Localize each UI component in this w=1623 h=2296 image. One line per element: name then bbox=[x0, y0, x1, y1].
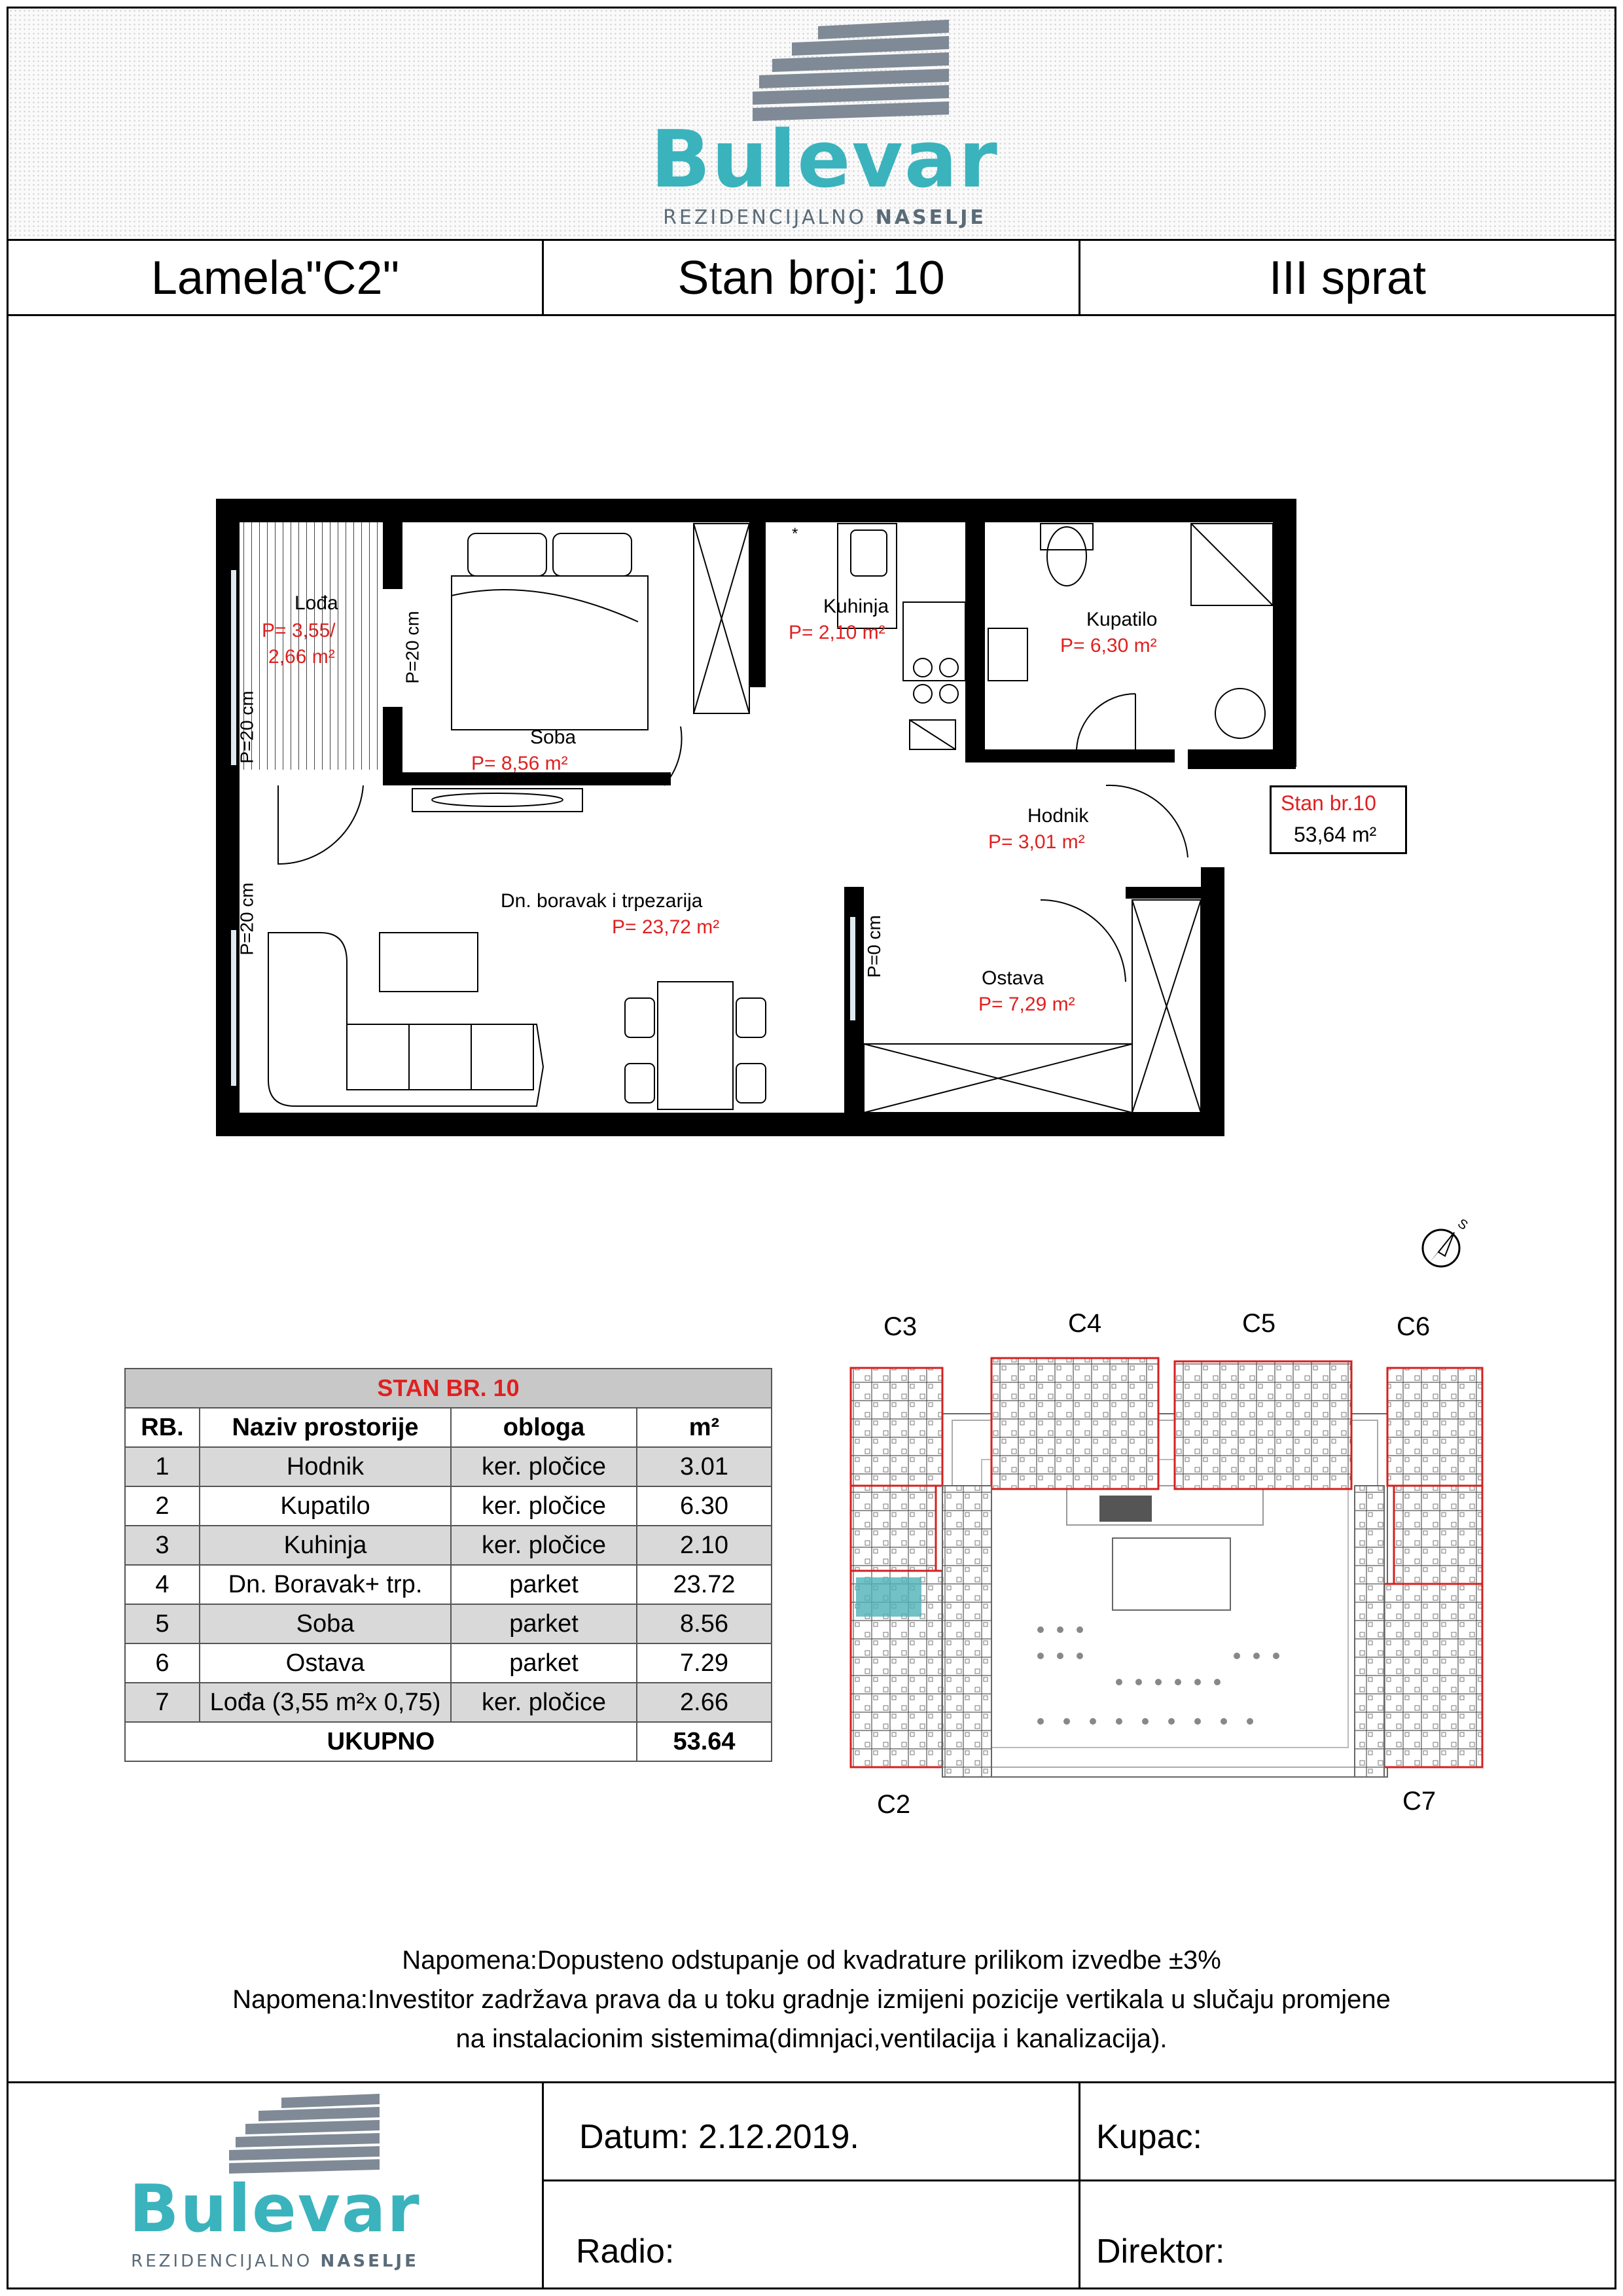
divider bbox=[7, 2081, 1616, 2083]
table-cell: 3.01 bbox=[637, 1447, 772, 1486]
table-row bbox=[125, 1486, 772, 1526]
table-row bbox=[125, 1643, 772, 1683]
table-row bbox=[125, 1447, 772, 1486]
table-cell: Lođa (3,55 m²x 0,75) bbox=[200, 1683, 451, 1722]
table-cell: parket bbox=[451, 1643, 637, 1683]
site-plan bbox=[844, 1355, 1486, 1787]
table-row bbox=[125, 1526, 772, 1565]
lamela-label: Lamela"C2" bbox=[151, 252, 400, 304]
apartment-highlight bbox=[856, 1577, 921, 1617]
col-header: obloga bbox=[451, 1408, 637, 1447]
table-cell: 2 bbox=[125, 1486, 200, 1526]
table-cell: ker. pločice bbox=[451, 1486, 637, 1526]
table-total-row bbox=[125, 1722, 772, 1761]
footer-brand-subtitle-b: NASELJE bbox=[320, 2251, 419, 2271]
table-cell: Hodnik bbox=[200, 1447, 451, 1486]
table-cell: ker. pločice bbox=[451, 1683, 637, 1722]
table-row bbox=[125, 1604, 772, 1643]
table-cell: 7.29 bbox=[637, 1643, 772, 1683]
table-cell: 6 bbox=[125, 1643, 200, 1683]
divider bbox=[1079, 2081, 1080, 2289]
table-cell: 6.30 bbox=[637, 1486, 772, 1526]
room-name: Soba bbox=[530, 726, 577, 748]
table-cell: 5 bbox=[125, 1604, 200, 1643]
note-line: Napomena:Investitor zadržava prava da u toku gradnje izmijeni pozicije vertikala u slučaju promjene bbox=[232, 1985, 1391, 2014]
room-name: Kuhinja bbox=[823, 596, 889, 617]
room-area: P= 2,10 m² bbox=[789, 622, 885, 643]
plan-marker: * bbox=[792, 525, 798, 543]
room-name: Ostava bbox=[982, 967, 1044, 989]
apartment-number: Stan broj: 10 bbox=[677, 252, 945, 304]
total-value: 53.64 bbox=[637, 1722, 772, 1761]
director-field: Direktor: bbox=[1096, 2233, 1225, 2270]
room-area: 2,66 m² bbox=[268, 646, 335, 668]
dimension-label: P=20 cm bbox=[402, 611, 423, 684]
table-title: STAN BR. 10 bbox=[125, 1369, 772, 1408]
footer-brand-subtitle-a: REZIDENCIJALNO bbox=[131, 2251, 313, 2271]
table-cell: 1 bbox=[125, 1447, 200, 1486]
table-cell: Kuhinja bbox=[200, 1526, 451, 1565]
site-label: C7 bbox=[1402, 1787, 1436, 1816]
site-label: C6 bbox=[1397, 1312, 1431, 1341]
dimension-label: P=20 cm bbox=[236, 691, 257, 764]
col-header: RB. bbox=[125, 1408, 200, 1447]
window bbox=[849, 916, 856, 1021]
window bbox=[230, 569, 237, 766]
room-name: Lođa bbox=[294, 592, 338, 614]
divider bbox=[542, 2081, 544, 2289]
apartment-total-area: 53,64 m² bbox=[1294, 823, 1377, 846]
divider bbox=[542, 2179, 1616, 2181]
footer-logo bbox=[118, 2091, 432, 2284]
table-cell: 23.72 bbox=[637, 1565, 772, 1604]
table-cell: 8.56 bbox=[637, 1604, 772, 1643]
table-cell: parket bbox=[451, 1565, 637, 1604]
window bbox=[230, 929, 237, 1086]
total-label: UKUPNO bbox=[125, 1722, 637, 1761]
apartment-total-box bbox=[1270, 785, 1407, 854]
note-line: Napomena:Dopusteno odstupanje od kvadrature prilikom izvedbe ±3% bbox=[402, 1946, 1221, 1975]
site-label: C4 bbox=[1068, 1309, 1102, 1338]
table-cell: ker. pločice bbox=[451, 1447, 637, 1486]
buyer-field: Kupac: bbox=[1096, 2118, 1202, 2156]
footer-brand-name: Bulevar bbox=[129, 2170, 421, 2247]
col-header: Naziv prostorije bbox=[200, 1408, 451, 1447]
table-cell: Dn. Boravak+ trp. bbox=[200, 1565, 451, 1604]
room-area: P= 6,30 m² bbox=[1060, 635, 1157, 656]
table-cell: Kupatilo bbox=[200, 1486, 451, 1526]
room-area: P= 3,55/ bbox=[262, 620, 336, 641]
table-cell: 4 bbox=[125, 1565, 200, 1604]
table-cell: 3 bbox=[125, 1526, 200, 1565]
room-name: Hodnik bbox=[1027, 805, 1089, 827]
table-cell: Soba bbox=[200, 1604, 451, 1643]
compass-label: S bbox=[1455, 1216, 1471, 1233]
site-label: C5 bbox=[1242, 1309, 1276, 1338]
room-name: Dn. boravak i trpezarija bbox=[501, 890, 703, 912]
room-area: P= 3,01 m² bbox=[988, 831, 1085, 853]
dimension-label: P=20 cm bbox=[236, 882, 257, 956]
table-cell: ker. pločice bbox=[451, 1526, 637, 1565]
table-row bbox=[125, 1565, 772, 1604]
site-label: C2 bbox=[877, 1790, 911, 1819]
brand-name: Bulevar bbox=[651, 115, 999, 206]
prepared-by-field: Radio: bbox=[576, 2233, 675, 2270]
table-cell: 2.10 bbox=[637, 1526, 772, 1565]
brand-subtitle-a: REZIDENCIJALNO bbox=[663, 206, 867, 229]
table-cell: parket bbox=[451, 1604, 637, 1643]
table-cell: 2.66 bbox=[637, 1683, 772, 1722]
col-header: m² bbox=[637, 1408, 772, 1447]
date-field: Datum: 2.12.2019. bbox=[579, 2118, 859, 2156]
footer-brand-subtitle bbox=[118, 2251, 432, 2271]
table-cell: Ostava bbox=[200, 1643, 451, 1683]
rooms-table bbox=[124, 1368, 772, 1762]
floor-label: III sprat bbox=[1268, 252, 1427, 304]
room-name: Kupatilo bbox=[1086, 609, 1158, 630]
brand-subtitle-b: NASELJE bbox=[875, 206, 986, 229]
note-line: na instalacionim sistemima(dimnjaci,ventilacija i kanalizacija). bbox=[455, 2024, 1168, 2053]
room-area: P= 23,72 m² bbox=[612, 916, 720, 938]
table-row bbox=[125, 1683, 772, 1722]
room-area: P= 8,56 m² bbox=[471, 753, 568, 774]
table-cell: 7 bbox=[125, 1683, 200, 1722]
dimension-label: P=0 cm bbox=[863, 915, 884, 978]
site-label: C3 bbox=[883, 1312, 918, 1341]
room-area: P= 7,29 m² bbox=[978, 994, 1075, 1015]
apartment-total-label: Stan br.10 bbox=[1281, 791, 1376, 815]
